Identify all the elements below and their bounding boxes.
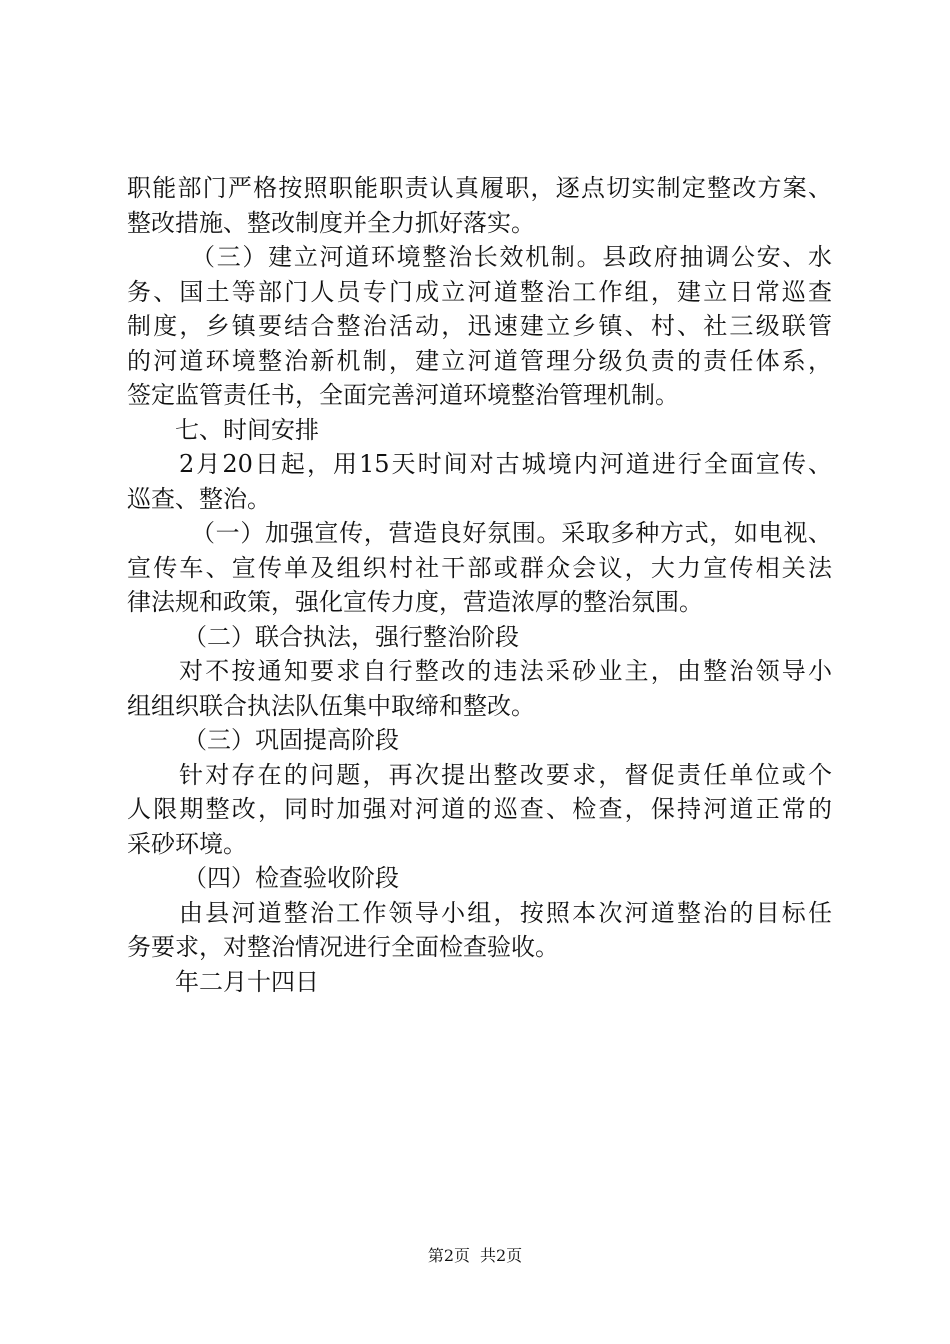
- page-total: 共2页: [480, 1246, 523, 1265]
- date-line: 年二月十四日: [175, 967, 319, 996]
- text-line: 整改措施、整改制度并全力抓好落实。: [127, 208, 535, 237]
- subsection-heading: （二）联合执法，强行整治阶段: [183, 622, 519, 651]
- text-line: 的河道环境整治新机制，建立河道管理分级负责的责任体系，: [127, 346, 832, 375]
- text-line: 采砂环境。: [127, 829, 247, 858]
- subsection-heading: （四）检查验收阶段: [183, 864, 399, 892]
- text-line: 律法规和政策，强化宣传力度，营造浓厚的整治氛围。: [127, 588, 703, 616]
- subsection-heading: （三）巩固提高阶段: [183, 726, 399, 754]
- text-line: 务、国土等部门人员专门成立河道整治工作组，建立日常巡查: [127, 277, 832, 306]
- text-line: 对不按通知要求自行整改的违法采砂业主，由整治领导小: [179, 657, 832, 685]
- page-footer: [0, 1243, 950, 1266]
- text-line: （三）建立河道环境整治长效机制。县政府抽调公安、水: [191, 243, 832, 271]
- text-line: 由县河道整治工作领导小组，按照本次河道整治的目标任: [179, 898, 832, 927]
- text-line: 制度，乡镇要结合整治活动，迅速建立乡镇、村、社三级联管: [127, 312, 832, 340]
- text-line: 务要求，对整治情况进行全面检查验收。: [127, 933, 559, 961]
- text-line: （一）加强宣传，营造良好氛围。采取多种方式，如电视、: [191, 519, 832, 547]
- text-line: 巡查、整治。: [127, 484, 271, 513]
- document-body: [127, 171, 832, 999]
- text-line: 组组织联合执法队伍集中取缔和整改。: [127, 691, 535, 720]
- text-line: 针对存在的问题，再次提出整改要求，督促责任单位或个: [179, 760, 832, 789]
- text-line: 职能部门严格按照职能职责认真履职，逐点切实制定整改方案、: [127, 174, 832, 202]
- section-heading: 七、时间安排: [175, 415, 319, 444]
- text-line: 签定监管责任书，全面完善河道环境整治管理机制。: [127, 381, 679, 409]
- text-line: 人限期整改，同时加强对河道的巡查、检查，保持河道正常的: [127, 795, 832, 823]
- text-line: 2月20日起，用15天时间对古城境内河道进行全面宣传、: [179, 450, 832, 478]
- page-number: 第2页: [427, 1246, 470, 1265]
- text-line: 宣传车、宣传单及组织村社干部或群众会议，大力宣传相关法: [127, 553, 832, 582]
